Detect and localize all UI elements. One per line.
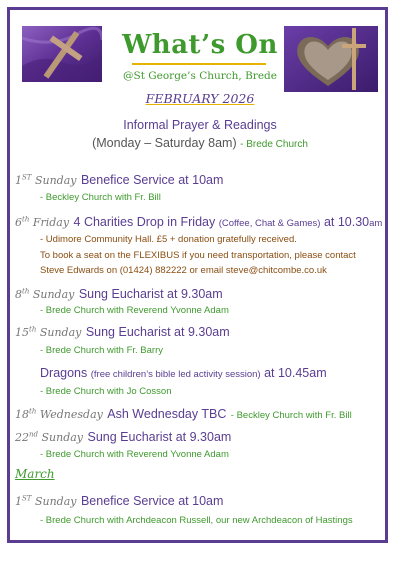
event-date: 1ST Sunday — [15, 494, 77, 508]
title-underline — [132, 63, 266, 65]
event-title: 4 Charities Drop in Friday (Coffee, Chat & Games) at 10.30am — [73, 215, 383, 229]
event-date: 22nd Sunday — [15, 430, 84, 444]
event-detail: - Udimore Community Hall. £5 + donation gratefully received. — [40, 234, 297, 245]
event-title: Ash Wednesday TBC — [107, 407, 227, 421]
event-title: Sung Eucharist at 9.30am — [78, 287, 223, 301]
dragons-title: Dragons (free children’s bible led activity session) at 10.45am — [40, 366, 327, 380]
venue-text: @St George’s Church, Brede — [123, 70, 277, 82]
month-heading: FEBRUARY 2026 — [145, 91, 255, 106]
event-title: Benefice Service at 10am — [80, 494, 224, 508]
event-detail: - Brede Church with Archdeacon Russell, our new Archdeacon of Hastings — [40, 515, 353, 526]
event-row — [15, 492, 223, 510]
event-title: Sung Eucharist at 9.30am — [85, 325, 230, 339]
event-date: 15th Sunday — [15, 325, 82, 339]
march-heading: March — [15, 467, 55, 481]
event-row — [15, 213, 382, 231]
event-detail: - Brede Church with Jo Cosson — [40, 386, 172, 397]
prayer-title: Informal Prayer & Readings — [123, 118, 277, 132]
prayer-time: (Monday – Saturday 8am) — [92, 136, 237, 150]
prayer-schedule — [0, 136, 400, 150]
event-title: Benefice Service at 10am — [80, 173, 224, 187]
event-date: 6th Friday — [15, 215, 70, 229]
prayer-place: - Brede Church — [240, 139, 308, 150]
event-row — [15, 171, 223, 189]
event-row — [15, 285, 223, 303]
event-extra-title — [40, 364, 327, 382]
event-date: 18th Wednesday — [15, 407, 103, 421]
event-row — [15, 323, 230, 341]
event-title: Sung Eucharist at 9.30am — [87, 430, 232, 444]
event-date: 8th Sunday — [15, 287, 75, 301]
event-detail: - Beckley Church with Fr. Bill — [40, 192, 161, 203]
event-detail: - Brede Church with Reverend Yvonne Adam — [40, 305, 229, 316]
event-detail: To book a seat on the FLEXIBUS if you need transportation, please contact — [40, 250, 356, 261]
event-detail: Steve Edwards on (01424) 882222 or email steve@chitcombe.co.uk — [40, 265, 327, 276]
event-row — [15, 405, 352, 423]
event-row — [15, 428, 231, 446]
event-detail: - Brede Church with Reverend Yvonne Adam — [40, 449, 229, 460]
page-title: What’s On — [122, 30, 278, 60]
event-detail: - Brede Church with Fr. Barry — [40, 345, 164, 356]
event-detail: - Beckley Church with Fr. Bill — [230, 410, 352, 421]
event-date: 1ST Sunday — [15, 173, 77, 187]
